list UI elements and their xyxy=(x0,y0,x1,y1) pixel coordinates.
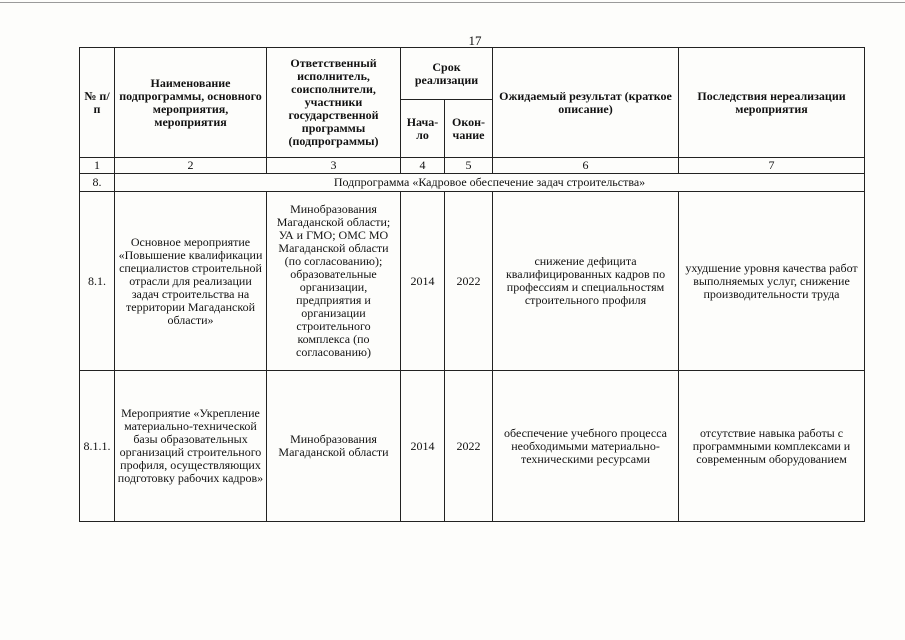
column-number: 5 xyxy=(445,158,493,174)
column-number: 2 xyxy=(115,158,267,174)
row-start: 2014 xyxy=(401,192,445,371)
row-result: обеспечение учебного процесса необходимыми материально-техническими ресурсами xyxy=(493,371,679,522)
row-num: 8.1. xyxy=(80,192,115,371)
column-number: 4 xyxy=(401,158,445,174)
row-consequence: отсутствие навыка работы с программными комплексами и современным оборудованием xyxy=(679,371,865,522)
row-num: 8.1.1. xyxy=(80,371,115,522)
header-name: Наименование подпрограммы, основного мероприятия, мероприятия xyxy=(115,48,267,158)
column-number: 1 xyxy=(80,158,115,174)
header-consequence: Последствия нереализации мероприятия xyxy=(679,48,865,158)
header-executor: Ответственный исполнитель, соисполнители, участники государственной программы (подпрограммы) xyxy=(267,48,401,158)
header-result: Ожидаемый результат (краткое описание) xyxy=(493,48,679,158)
table-row xyxy=(80,371,865,522)
row-consequence: ухудшение уровня качества работ выполняемых услуг, снижение производительности труда xyxy=(679,192,865,371)
row-end: 2022 xyxy=(445,371,493,522)
column-number-row xyxy=(80,158,865,174)
scan-top-border xyxy=(0,2,905,3)
row-start: 2014 xyxy=(401,371,445,522)
section-num: 8. xyxy=(80,174,115,192)
header-start: Нача-ло xyxy=(401,100,445,158)
section-title: Подпрограмма «Кадровое обеспечение задач строительства» xyxy=(115,174,865,192)
column-number: 7 xyxy=(679,158,865,174)
row-name: Мероприятие «Укрепление материально-технической базы образовательных организаций строительного профиля, осуществляющих подготовку рабочих кадров» xyxy=(115,371,267,522)
column-number: 6 xyxy=(493,158,679,174)
program-table xyxy=(79,47,865,522)
page-number: 17 xyxy=(468,33,482,48)
row-name: Основное мероприятие «Повышение квалификации специалистов строительной отрасли для реализации задач строительства на территории Магаданской области» xyxy=(115,192,267,371)
row-executor: Минобразования Магаданской области; УА и ГМО; ОМС МО Магаданской области (по согласованию); образовательные организации, предприятия и организации строительного комплекса (по согласованию) xyxy=(267,192,401,371)
header-num: № п/п xyxy=(80,48,115,158)
row-end: 2022 xyxy=(445,192,493,371)
section-row xyxy=(80,174,865,192)
header-end: Окон-чание xyxy=(445,100,493,158)
row-result: снижение дефицита квалифицированных кадров по профессиям и специальностям строительного профиля xyxy=(493,192,679,371)
header-row-1 xyxy=(80,48,865,100)
header-term: Срок реализации xyxy=(401,48,493,100)
row-executor: Минобразования Магаданской области xyxy=(267,371,401,522)
column-number: 3 xyxy=(267,158,401,174)
table-row xyxy=(80,192,865,371)
